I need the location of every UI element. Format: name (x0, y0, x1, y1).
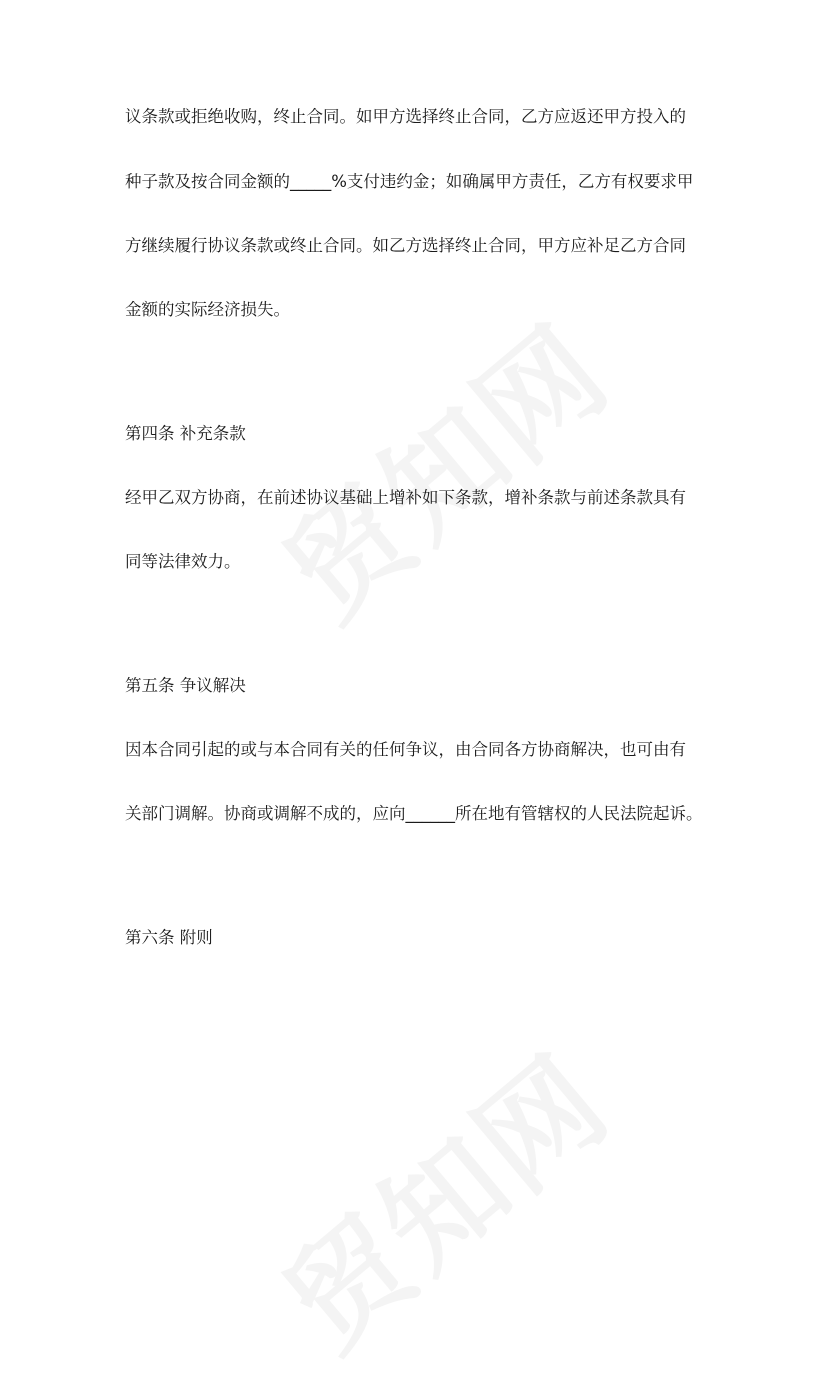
article-5-heading: 第五条 争议解决 (125, 676, 246, 695)
watermark-bottom (243, 1011, 639, 1381)
paragraph-line: 方继续履行协议条款或终止合同。如乙方选择终止合同，甲方应补足乙方合同 (125, 236, 686, 255)
paragraph-line: 议条款或拒绝收购，终止合同。如甲方选择终止合同，乙方应返还甲方投入的 (125, 107, 686, 126)
paragraph-line: 种子款及按合同金额的_____%支付违约金；如确属甲方责任，乙方有权要求甲 (125, 172, 694, 191)
paragraph-line: 关部门调解。协商或调解不成的，应向______所在地有管辖权的人民法院起诉。 (125, 804, 703, 823)
watermark (243, 281, 639, 652)
paragraph-line: 同等法律效力。 (125, 552, 241, 571)
article-4-heading: 第四条 补充条款 (125, 424, 246, 443)
paragraph-line: 因本合同引起的或与本合同有关的任何争议，由合同各方协商解决，也可由有 (125, 740, 686, 759)
paragraph-line: 经甲乙双方协商，在前述协议基础上增补如下条款，增补条款与前述条款具有 (125, 488, 686, 507)
paragraph-line: 金额的实际经济损失。 (125, 300, 290, 319)
article-6-heading: 第六条 附则 (125, 928, 213, 947)
